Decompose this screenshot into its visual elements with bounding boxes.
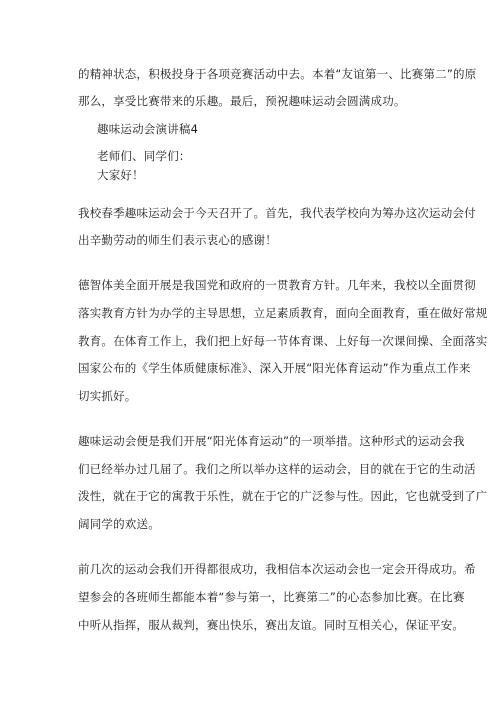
paragraph-1-line-2: 出辛勤劳动的师生们表示衷心的感谢！ bbox=[78, 233, 277, 247]
paragraph-3-line-3: 泼性，就在于它的寓教于乐性，就在于它的广泛参与性。因此，它也就受到了广 bbox=[78, 489, 488, 503]
paragraph-2-line-2: 落实教育方针为办学的主导思想，立足素质教育，面向全面教育，重在做好常规 bbox=[78, 306, 488, 320]
paragraph-2-line-3: 教育。在体育工作上，我们把上好每一节体育课、上好每一次课间操、全面落实 bbox=[78, 334, 488, 348]
paragraph-3-line-1: 趣味运动会便是我们开展“阳光体育运动”的一项举措。这种形式的运动会我 bbox=[78, 434, 465, 448]
paragraph-4-line-1: 前几次的运动会我们开得都很成功，我相信本次运动会也一定会开得成功。希 bbox=[78, 562, 476, 576]
greeting: 老师们、同学们： bbox=[97, 149, 191, 163]
hello-line: 大家好！ bbox=[97, 168, 144, 182]
paragraph-3-line-4: 阔同学的欢送。 bbox=[78, 517, 160, 531]
section-title: 趣味运动会演讲稿4 bbox=[97, 122, 199, 136]
paragraph-2-line-4: 国家公布的《学生体质健康标准》、深入开展“阳光体育运动”作为重点工作来 bbox=[78, 361, 471, 375]
paragraph-2-line-1: 德智体美全面开展是我国党和政府的一贯教育方针。几年来，我校以全面贯彻 bbox=[78, 278, 476, 292]
paragraph-4-line-3: 中听从指挥，服从裁判，赛出快乐，赛出友谊。同时互相关心，保证平安。 bbox=[78, 618, 465, 632]
paragraph-4-line-2: 望参会的各班师生都能本着“参与第一，比赛第二”的心态参加比赛。在比赛 bbox=[78, 590, 465, 604]
intro-line-2: 那么，享受比赛带来的乐趣。最后，预祝趣味运动会圆满成功。 bbox=[78, 94, 406, 108]
paragraph-1-line-1: 我校春季趣味运动会于今天召开了。首先，我代表学校向为筹办这次运动会付 bbox=[78, 206, 476, 220]
paragraph-2-line-5: 切实抓好。 bbox=[78, 389, 137, 403]
paragraph-3-line-2: 们已经举办过几届了。我们之所以举办这样的运动会，目的就在于它的生动活 bbox=[78, 462, 476, 476]
intro-line-1: 的精神状态，积极投身于各项竞赛活动中去。本着“友谊第一、比赛第二”的原 bbox=[78, 67, 477, 81]
